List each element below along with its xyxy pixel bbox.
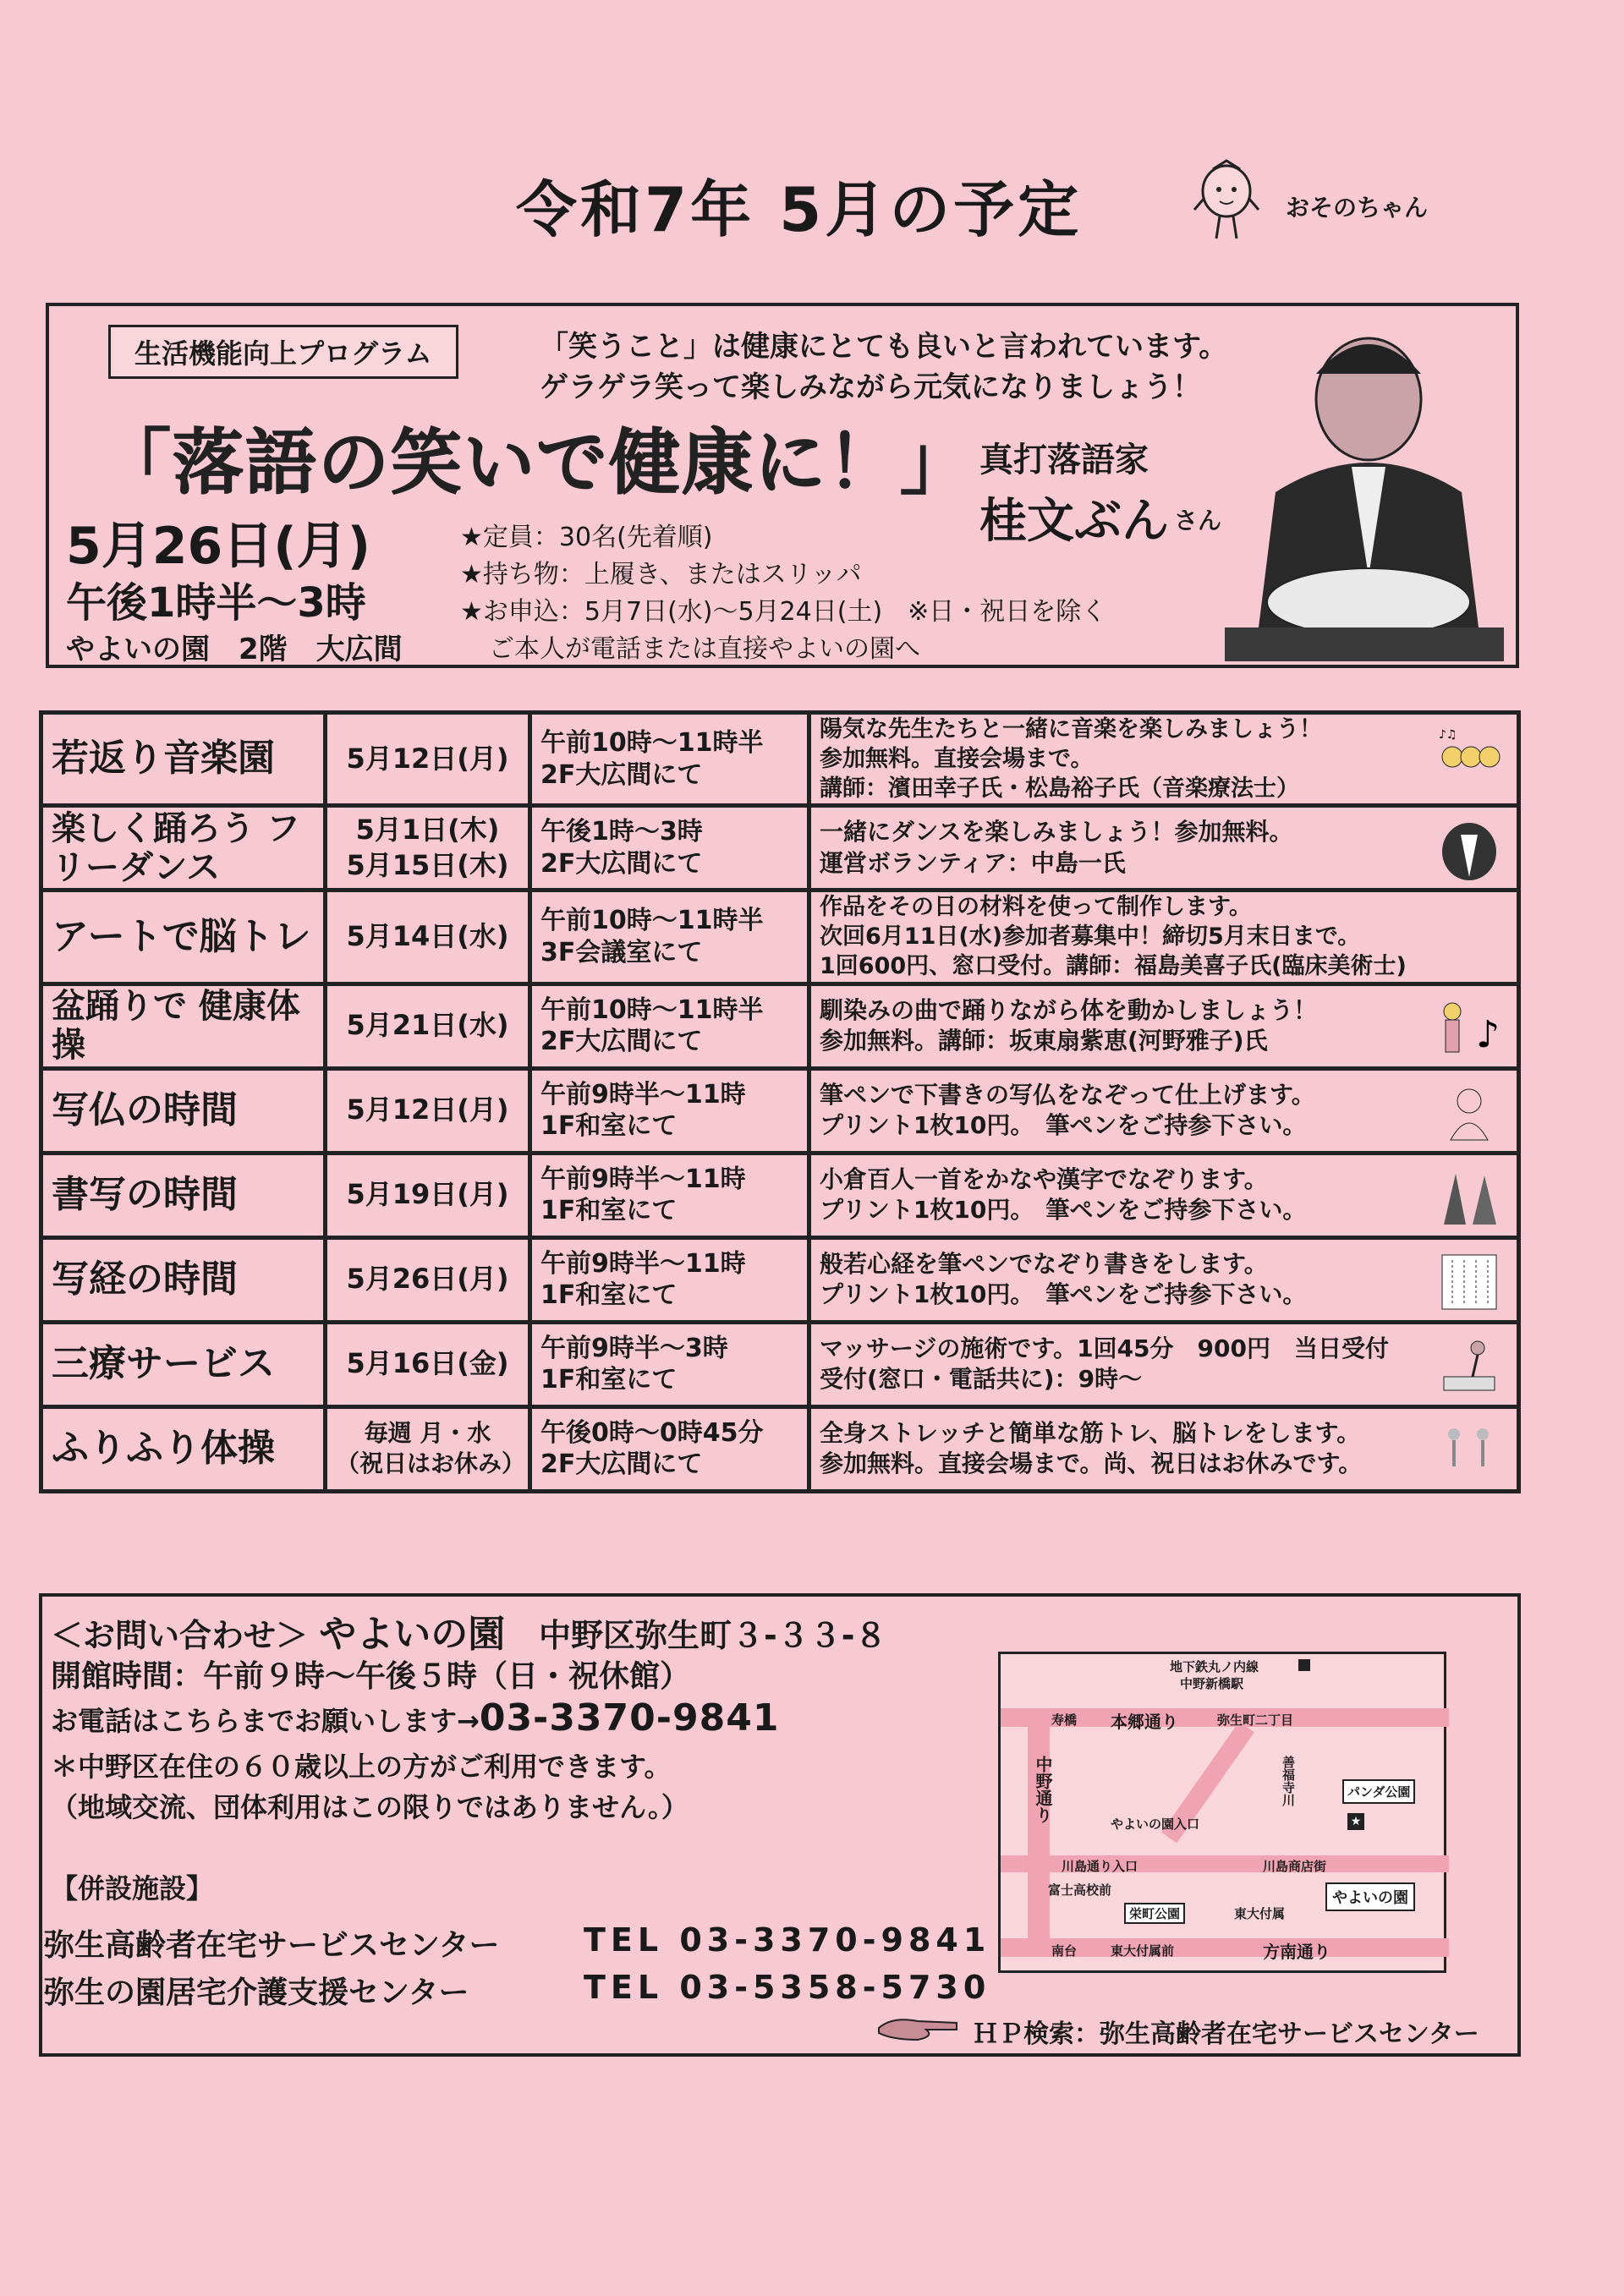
event-description [809, 713, 1519, 806]
dancing-couple-icon [1435, 818, 1503, 882]
schedule-row [41, 1322, 1519, 1406]
map-minami-dai: 南台 [1051, 1943, 1078, 1959]
event-date: 5月12日(月) [326, 1068, 530, 1153]
map-nakano: 中野通り [1033, 1756, 1053, 1823]
description-line: 運営ボランティア：中島一氏 [820, 848, 1126, 877]
program-label: 生活機能向上プログラム [108, 325, 458, 379]
info-apply-note: ご本人が電話または直接やよいの園へ [489, 634, 920, 664]
svg-text:♪♫: ♪♫ [1439, 728, 1457, 742]
event-time: 午後1時～3時 [540, 817, 703, 847]
featured-event-box [46, 303, 1519, 668]
group-use-note: （地域交流、団体利用はこの限りではありません。） [51, 1791, 689, 1823]
event-description [809, 1237, 1519, 1322]
event-room: 1F和室にて [540, 1280, 678, 1311]
event-time-place [530, 1322, 809, 1406]
page-title: 令和7年 5月の予定 [516, 174, 1083, 245]
description-line: 般若心経を筆ペンでなぞり書きをします。 [820, 1249, 1268, 1278]
event-name: 写経の時間 [41, 1237, 326, 1322]
map-fuji-hs: 富士高校前 [1048, 1882, 1112, 1898]
map-yayoi-label: やよいの園 [1325, 1882, 1415, 1911]
event-time-place [530, 984, 809, 1068]
map-entrance: やよいの園入口 [1111, 1817, 1200, 1832]
event-room: 2F大広間にて [540, 759, 703, 790]
map-hongo: 本郷通り [1111, 1712, 1178, 1732]
map-kawashima-entrance: 川島通り入口 [1062, 1859, 1138, 1874]
description-line: 参加無料。講師：坂東扇紫恵(河野雅子)氏 [820, 1027, 1268, 1055]
event-room: 1F和室にて [540, 1196, 678, 1226]
event-description [809, 1068, 1519, 1153]
description-line: 全身ストレッチと簡単な筋トレ、脳トレをします。 [820, 1418, 1361, 1447]
facility-name: やよいの園 [319, 1613, 506, 1656]
map-kawashima-shop: 川島商店街 [1263, 1859, 1327, 1874]
info-apply: ★お申込：5月7日(水)～5月24日(土) ※日・祝日を除く [460, 597, 1107, 627]
info-capacity: ★定員：30名(先着順) [460, 523, 713, 552]
event-description [809, 1406, 1519, 1491]
access-map [998, 1652, 1446, 1973]
facility2-tel[interactable]: TEL 03-5358-5730 [584, 1969, 991, 2006]
feature-date: 5月26日(月) [66, 517, 371, 576]
description-line: 講師：濱田幸子氏・松島裕子氏（音楽療法士） [820, 775, 1299, 803]
yayoi-location-star-icon: ★ [1347, 1813, 1364, 1830]
event-time: 午前9時半～11時 [540, 1164, 746, 1194]
event-time: 午前10時～11時半 [540, 728, 764, 759]
facilities-heading: 【併設施設】 [51, 1872, 214, 1904]
event-name: 写仏の時間 [41, 1068, 326, 1153]
event-date: 5月1日(木) 5月15日(木) [326, 806, 530, 890]
schedule-row [41, 1406, 1519, 1491]
event-name: ふりふり体操 [41, 1406, 326, 1491]
description-line: 受付(窓口・電話共に)：9時～ [820, 1365, 1143, 1394]
description-line: 1回600円、窓口受付。講師：福島美喜子氏(臨床美術士) [820, 953, 1407, 980]
event-time: 午前9時半～3時 [540, 1333, 728, 1363]
sutra-text-icon [1435, 1250, 1503, 1314]
event-time-place [530, 713, 809, 806]
phone-prefix: お電話はこちらまでお願いします→ [51, 1705, 480, 1737]
eligibility-note: ＊中野区在住の６０歳以上の方がご利用できます。 [51, 1751, 672, 1783]
map-todai: 東大付属 [1234, 1906, 1286, 1921]
station-marker-icon [1298, 1659, 1310, 1671]
event-time: 午前10時～11時半 [540, 906, 764, 936]
map-hoonan: 方南通り [1263, 1942, 1330, 1962]
event-name: アートで脳トレ [41, 890, 326, 984]
event-room: 2F大広間にて [540, 848, 703, 879]
inquiry-line [51, 1603, 887, 1658]
event-description [809, 1153, 1519, 1237]
description-line: 馴染みの曲で踊りながら体を動かしましょう！ [820, 995, 1318, 1024]
description-line: プリント1枚10円。 筆ペンをご持参下さい。 [820, 1280, 1307, 1309]
event-name: 三療サービス [41, 1322, 326, 1406]
singers-icon [1435, 725, 1503, 789]
event-description [809, 984, 1519, 1068]
event-name: 書写の時間 [41, 1153, 326, 1237]
schedule-row [41, 1153, 1519, 1237]
info-items: ★持ち物：上履き、またはスリッパ [460, 560, 862, 589]
schedule-row [41, 713, 1519, 806]
event-time-place [530, 806, 809, 890]
schedule-row [41, 1237, 1519, 1322]
performer-name: 桂文ぶん [979, 494, 1169, 549]
event-room: 2F大広間にて [540, 1449, 703, 1480]
massage-icon [1435, 1334, 1503, 1399]
pointing-hand-icon [875, 2011, 960, 2045]
description-line: 次回6月11日(水)参加者募集中！締切5月末日まで。 [820, 923, 1361, 951]
phone-number[interactable]: 03-3370-9841 [479, 1696, 780, 1740]
description-line: プリント1枚10円。 筆ペンをご持参下さい。 [820, 1196, 1307, 1225]
event-date: 5月12日(月) [326, 713, 530, 806]
map-zenpukuji: 善福寺川 [1281, 1756, 1296, 1806]
event-time-place [530, 890, 809, 984]
buddha-drawing-icon [1435, 1081, 1503, 1145]
facility1-name: 弥生高齢者在宅サービスセンター [44, 1928, 500, 1963]
event-room: 1F和室にて [540, 1365, 678, 1395]
event-date: 5月26日(月) [326, 1237, 530, 1322]
performer-portrait [1225, 323, 1504, 661]
map-park: 栄町公園 [1124, 1903, 1185, 1924]
intro-line-2: ゲラゲラ笑って楽しみながら元気になりましょう！ [540, 370, 1201, 404]
map-yayoi2: 弥生町二丁目 [1217, 1712, 1294, 1728]
schedule-row [41, 1068, 1519, 1153]
schedule-row [41, 890, 1519, 984]
performer-suffix: さん [1174, 507, 1222, 534]
event-room: 3F会議室にて [540, 937, 703, 967]
event-description [809, 806, 1519, 890]
intro-line-1: 「笑うこと」は健康にとても良いと言われています。 [540, 330, 1228, 364]
event-date: 5月14日(水) [326, 890, 530, 984]
description-line: 陽気な先生たちと一緒に音楽を楽しみましょう！ [820, 716, 1322, 743]
feature-time: 午後1時半～3時 [66, 579, 366, 627]
bon-dancer-music-note-icon [1435, 996, 1503, 1060]
description-line: プリント1枚10円。 筆ペンをご持参下さい。 [820, 1111, 1307, 1140]
facility2-name: 弥生の園居宅介護支援センター [44, 1975, 469, 2010]
facility-address: 中野区弥生町３-３３-８ [538, 1617, 887, 1654]
schedule-table [39, 710, 1521, 1493]
event-time: 午後0時～0時45分 [540, 1417, 764, 1448]
poets-card-icon [1435, 1165, 1503, 1230]
map-panda-park: パンダ公園 [1342, 1779, 1415, 1804]
svg-text:♪: ♪ [1476, 1012, 1501, 1056]
event-name: 盆踊りで 健康体操 [41, 984, 326, 1068]
event-description [809, 1322, 1519, 1406]
description-line: 参加無料。直接会場まで。 [820, 746, 1094, 773]
event-name: 若返り音楽園 [41, 713, 326, 806]
event-time-place [530, 1237, 809, 1322]
event-date: 5月19日(月) [326, 1153, 530, 1237]
event-room: 2F大広間にて [540, 1027, 703, 1057]
map-station-line: 地下鉄丸ノ内線 [1170, 1659, 1259, 1674]
map-todai-fuzoku: 東大付属前 [1111, 1943, 1175, 1959]
description-line: 筆ペンで下書きの写仏をなぞって仕上げます。 [820, 1080, 1315, 1109]
mascot-character-icon [1191, 159, 1262, 244]
event-time-place [530, 1068, 809, 1153]
exercise-icon [1435, 1419, 1503, 1483]
feature-title: 「落語の笑いで健康に！」 [100, 421, 974, 504]
description-line: マッサージの施術です。1回45分 900円 当日受付 [820, 1334, 1389, 1362]
map-station-name: 中野新橋駅 [1180, 1676, 1244, 1691]
feature-place: やよいの園 2階 大広間 [66, 633, 403, 666]
phone-line [51, 1696, 780, 1740]
schedule-row [41, 806, 1519, 890]
description-line: 小倉百人一首をかなや漢字でなぞります。 [820, 1164, 1268, 1193]
event-date: 毎週 月・水 （祝日はお休み） [326, 1406, 530, 1491]
event-time-place [530, 1406, 809, 1491]
hp-search-text[interactable]: ＨＰ検索：弥生高齢者在宅サービスセンター [973, 2019, 1479, 2049]
event-time-place [530, 1153, 809, 1237]
event-date: 5月16日(金) [326, 1322, 530, 1406]
event-time: 午前10時～11時半 [540, 995, 764, 1025]
description-line: 一緒にダンスを楽しみましょう！参加無料。 [820, 818, 1293, 847]
event-room: 1F和室にて [540, 1111, 678, 1142]
event-name: 楽しく踊ろう フリーダンス [41, 806, 326, 890]
description-line: 参加無料。直接会場まで。尚、祝日はお休みです。 [820, 1449, 1363, 1478]
event-description [809, 890, 1519, 984]
event-time: 午前9時半～11時 [540, 1248, 746, 1279]
description-line: 作品をその日の材料を使って制作します。 [820, 894, 1252, 921]
facility1-tel[interactable]: TEL 03-3370-9841 [584, 1921, 991, 1959]
mascot-name: おそのちゃん [1286, 194, 1429, 222]
event-date: 5月21日(水) [326, 984, 530, 1068]
opening-hours: 開館時間：午前９時～午後５時（日・祝休館） [51, 1659, 691, 1694]
inquiry-label: ＜お問い合わせ＞ [51, 1617, 309, 1654]
schedule-row [41, 984, 1519, 1068]
performer-role: 真打落語家 [979, 441, 1149, 479]
event-time: 午前9時半～11時 [540, 1079, 746, 1110]
map-jukyo: 寿橋 [1051, 1712, 1078, 1728]
